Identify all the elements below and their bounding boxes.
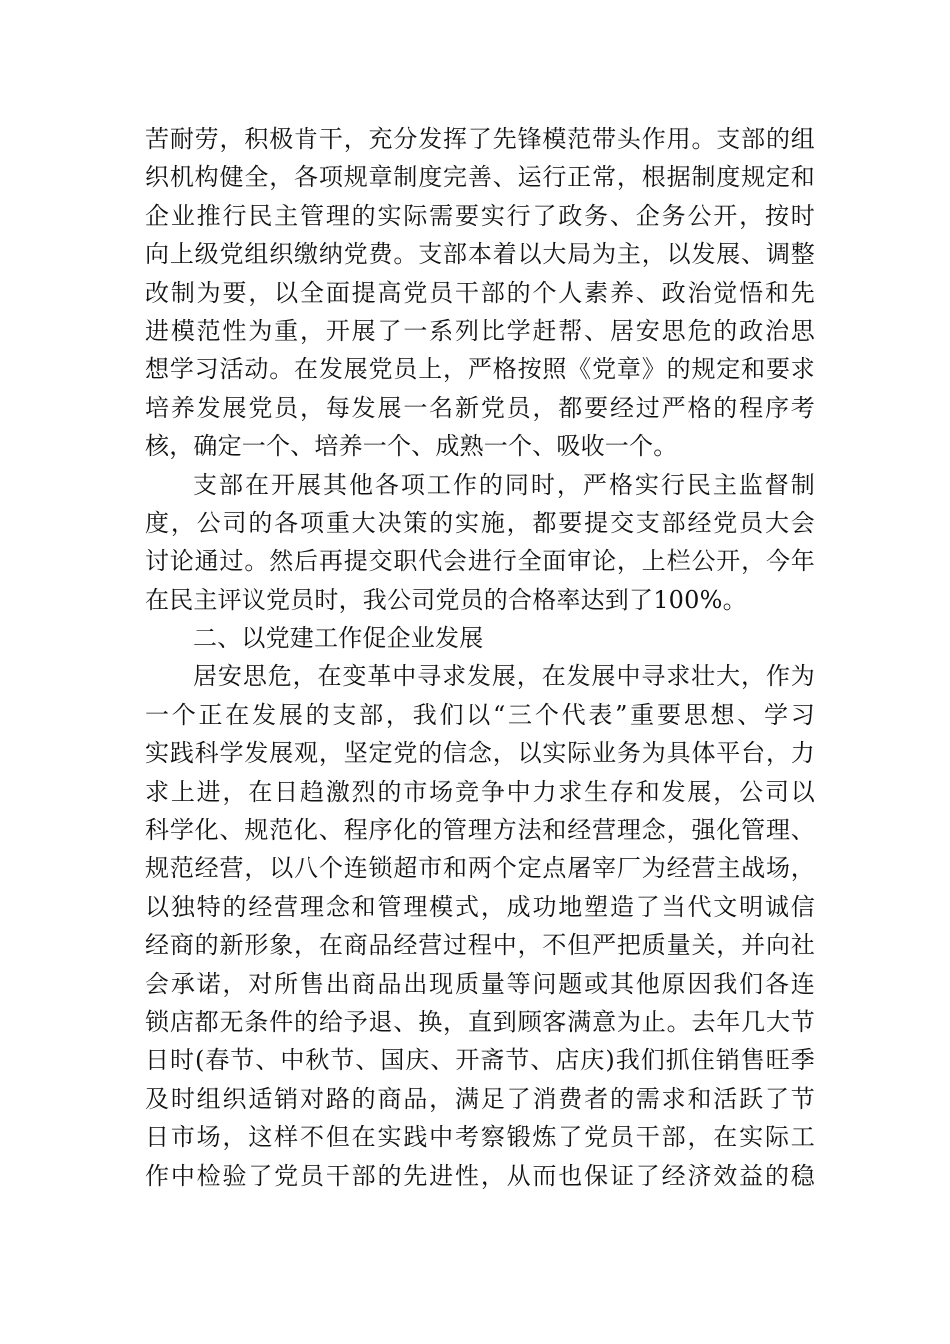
- text-line: 科学化、规范化、程序化的管理方法和经营理念，强化管理、: [145, 816, 815, 845]
- text-line: 苦耐劳，积极肯干，充分发挥了先锋模范带头作用。支部的组: [145, 125, 815, 153]
- text-line: 求上进，在日趋激烈的市场竞争中力求生存和发展，公司以: [145, 777, 815, 806]
- text-line: 讨论通过。然后再提交职代会进行全面审论，上栏公开，今年: [145, 547, 815, 576]
- text-line: 进模范性为重，开展了一系列比学赶帮、居安思危的政治思: [145, 316, 815, 345]
- text-line: 作中检验了党员干部的先进性，从而也保证了经济效益的稳: [145, 1161, 815, 1190]
- text-line: 改制为要，以全面提高党员干部的个人素养、政治觉悟和先: [145, 278, 815, 307]
- text-line: 一个正在发展的支部，我们以“三个代表”重要思想、学习: [145, 700, 815, 729]
- text-line: 锁店都无条件的给予退、换，直到顾客满意为止。去年几大节: [145, 1007, 815, 1036]
- text-line: 以独特的经营理念和管理模式，成功地塑造了当代文明诚信: [145, 892, 815, 921]
- text-line: 企业推行民主管理的实际需要实行了政务、企务公开，按时: [145, 201, 815, 230]
- text-line: 培养发展党员，每发展一名新党员，都要经过严格的程序考: [145, 393, 815, 422]
- text-line: 经商的新形象，在商品经营过程中，不但严把质量关，并向社: [145, 931, 815, 960]
- text-line: 实践科学发展观，坚定党的信念，以实际业务为具体平台，力: [145, 739, 815, 768]
- text-line: 度，公司的各项重大决策的实施，都要提交支部经党员大会: [145, 508, 815, 537]
- text-line: 会承诺，对所售出商品出现质量等问题或其他原因我们各连: [145, 969, 815, 998]
- text-line: 及时组织适销对路的商品，满足了消费者的需求和活跃了节: [145, 1084, 815, 1113]
- text-line: 向上级党组织缴纳党费。支部本着以大局为主，以发展、调整: [145, 240, 815, 269]
- text-line: 织机构健全，各项规章制度完善、运行正常，根据制度规定和: [145, 163, 815, 192]
- text-line: 二、以党建工作促企业发展: [193, 624, 484, 653]
- text-line: 想学习活动。在发展党员上，严格按照《党章》的规定和要求: [145, 355, 815, 384]
- text-line: 核，确定一个、培养一个、成熟一个、吸收一个。: [145, 432, 678, 461]
- text-line: 支部在开展其他各项工作的同时，严格实行民主监督制: [193, 470, 815, 499]
- text-line: 居安思危，在变革中寻求发展，在发展中寻求壮大，作为: [193, 662, 815, 691]
- text-line: 规范经营，以八个连锁超市和两个定点屠宰厂为经营主战场，: [145, 854, 815, 883]
- text-line: 日市场，这样不但在实践中考察锻炼了党员干部，在实际工: [145, 1123, 815, 1152]
- text-line: 日时(春节、中秋节、国庆、开斋节、店庆)我们抓住销售旺季: [145, 1046, 815, 1075]
- document-body: [145, 120, 815, 1195]
- text-line: 在民主评议党员时，我公司党员的合格率达到了100%。: [145, 585, 747, 614]
